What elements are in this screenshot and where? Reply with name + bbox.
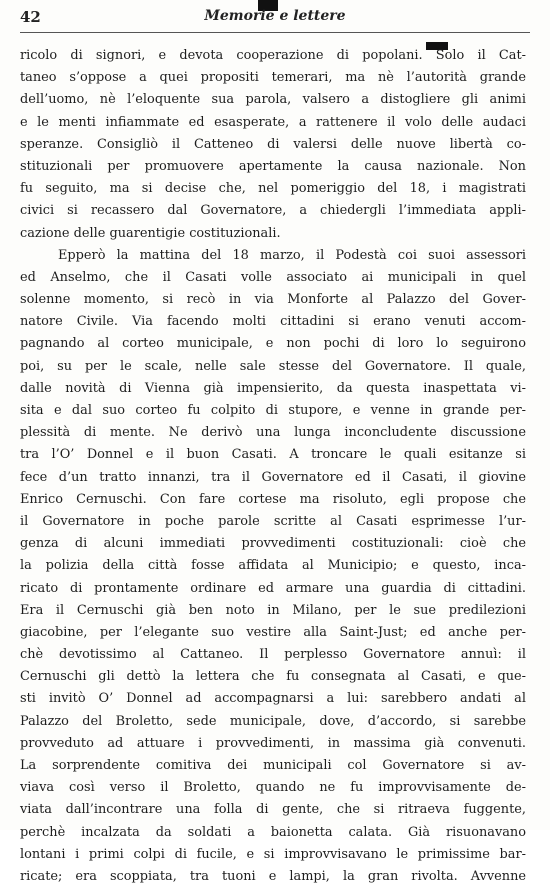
text-line: cazione delle guarentigie costituzionali. bbox=[20, 225, 281, 241]
text-line: sita e dal suo corteo fu colpito di stupore, e venne in grande per- bbox=[20, 403, 526, 418]
text-line: e le menti infiammate ed esasperate, a rattenere il volo delle audaci bbox=[20, 114, 526, 130]
text-line: viava così verso il Broletto, quando ne fu improvvisamente de- bbox=[20, 780, 526, 796]
header-rule bbox=[20, 32, 530, 33]
text-line: chè devotissimo al Cattaneo. Il perplesso Governatore annuì: il bbox=[20, 647, 526, 663]
text-line: ricate; era scoppiata, tra tuoni e lampi, la gran rivolta. Avvenne bbox=[20, 868, 526, 884]
text-line: dalle novità di Vienna già impensierito, da questa inaspettata vi- bbox=[20, 380, 526, 396]
text-line: pagnando al corteo municipale, e non pochi di loro lo seguirono bbox=[20, 336, 526, 352]
text-line: ricato di prontamente ordinare ed armare una guardia di cittadini. bbox=[20, 580, 526, 596]
text-line: Palazzo del Broletto, sede municipale, dove, d’accordo, si sarebbe bbox=[20, 713, 526, 729]
text-line: Cernuschi gli dettò la lettera che fu consegnata al Casati, e que- bbox=[20, 669, 526, 685]
text-line: solenne momento, si recò in via Monforte al Palazzo del Gover- bbox=[20, 292, 526, 308]
text-line: ricolo di signori, e devota cooperazione di popolani. Solo il Cat- bbox=[20, 48, 526, 63]
text-line: plessità di mente. Ne derivò una lunga inconcludente discussione bbox=[20, 425, 526, 441]
text-line: tra l’O’ Donnel e il buon Casati. A troncare le quali esitanze si bbox=[20, 447, 526, 463]
page-header bbox=[20, 6, 530, 32]
text-line: La sorprendente comitiva dei municipali col Governatore si av- bbox=[20, 758, 526, 773]
text-line: dell’uomo, nè l’eloquente sua parola, valsero a distogliere gli animi bbox=[20, 92, 526, 108]
text-line: Epperò la mattina del 18 marzo, il Podestà coi suoi assessori bbox=[58, 247, 526, 263]
text-line: stituzionali per promuovere apertamente la causa nazionale. Non bbox=[20, 158, 526, 174]
text-line: fu seguito, ma si decise che, nel pomeriggio del 18, i magistrati bbox=[20, 181, 526, 197]
text-line: provveduto ad attuare i provvedimenti, in massima già convenuti. bbox=[20, 735, 526, 751]
text-line: taneo s’oppose a quei propositi temerari, ma nè l’autorità grande bbox=[20, 70, 526, 86]
text-line: speranze. Consigliò il Catteneo di valersi delle nuove libertà co- bbox=[20, 136, 526, 152]
text-line: fece d’un tratto innanzi, tra il Governatore ed il Casati, il giovine bbox=[20, 469, 526, 485]
text-line: lontani i primi colpi di fucile, e si improvvisavano le primissime bar- bbox=[20, 846, 526, 862]
body-text bbox=[20, 45, 526, 888]
text-line: Era il Cernuschi già ben noto in Milano, per le sue predilezioni bbox=[20, 602, 526, 618]
text-line: giacobine, per l’elegante suo vestire alla Saint-Just; ed anche per- bbox=[20, 624, 526, 640]
running-title: Memorie e lettere bbox=[204, 8, 346, 24]
text-line: viata dall’incontrare una folla di gente, che si ritraeva fuggente, bbox=[20, 802, 526, 818]
text-line: il Governatore in poche parole scritte al Casati esprimesse l’ur- bbox=[20, 513, 526, 529]
text-line: genza di alcuni immediati provvedimenti costituzionali: cioè che bbox=[20, 536, 526, 552]
text-line: la polizia della città fosse affidata al Municipio; e questo, inca- bbox=[20, 558, 526, 574]
text-line: sti invitò O’ Donnel ad accompagnarsi a lui: sarebbero andati al bbox=[20, 691, 526, 707]
text-line: poi, su per le scale, nelle sale stesse del Governatore. Il quale, bbox=[20, 358, 526, 374]
text-line: perchè incalzata da soldati a baionetta calata. Già risuonavano bbox=[20, 824, 526, 840]
paragraph-1 bbox=[20, 45, 526, 245]
text-line: ed Anselmo, che il Casati volle associato ai municipali in quel bbox=[20, 269, 526, 285]
paragraph-2 bbox=[20, 245, 526, 888]
text-line: civici si recassero dal Governatore, a chiedergli l’immediata appli- bbox=[20, 203, 526, 219]
text-line: natore Civile. Via facendo molti cittadini si erano venuti accom- bbox=[20, 314, 526, 330]
text-line: Enrico Cernuschi. Con fare cortese ma risoluto, egli propose che bbox=[20, 491, 526, 507]
page-number: 42 bbox=[20, 8, 41, 26]
